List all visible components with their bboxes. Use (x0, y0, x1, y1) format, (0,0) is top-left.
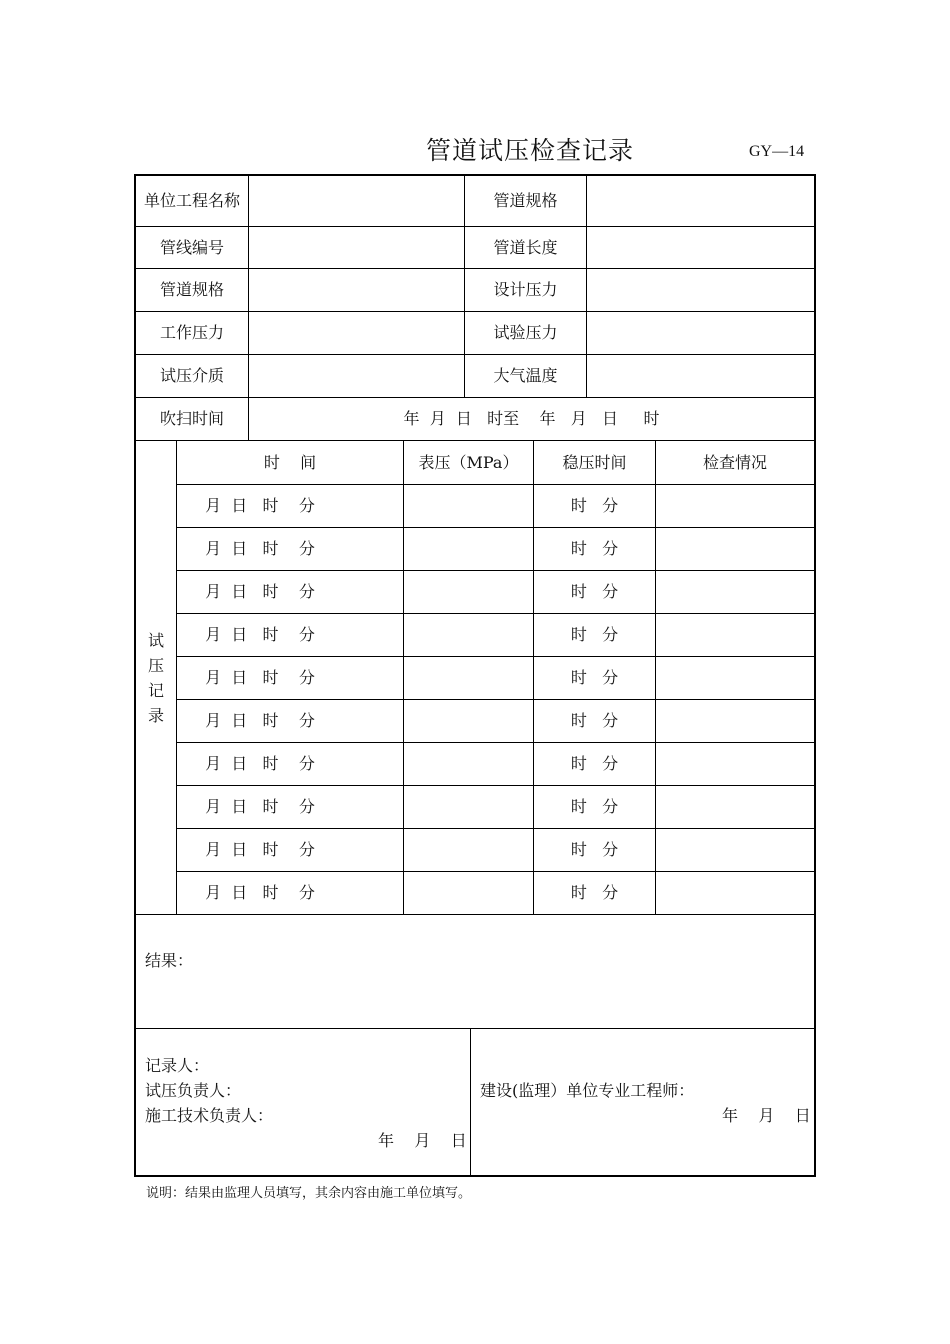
row-time[interactable]: 月 日 时 分 (205, 539, 315, 558)
label-design-pressure: 设计压力 (493, 280, 558, 299)
label-pipe-spec-right: 管道规格 (493, 191, 558, 210)
label-line-no: 管线编号 (159, 237, 224, 257)
row-hold[interactable]: 时 分 (570, 711, 619, 730)
row-time[interactable]: 月 日 时 分 (205, 883, 315, 902)
engineer-label: 建设(监理）单位专业工程师： (480, 1081, 695, 1100)
row-time[interactable]: 月 日 时 分 (205, 754, 315, 773)
table-border-right (814, 174, 816, 1177)
record-side-label (136, 441, 176, 914)
pipe-spec-right-field[interactable] (587, 176, 814, 226)
date-left: 年 月 日 (378, 1131, 467, 1150)
table-border-bottom (135, 1175, 816, 1177)
line-no-field[interactable] (249, 227, 464, 268)
blow-period[interactable]: 年 月 日 时至 年 月 日 时 (403, 409, 660, 428)
row-hold[interactable]: 时 分 (570, 496, 619, 515)
test-lead-label: 试压负责人： (145, 1081, 242, 1100)
hline (135, 914, 816, 915)
hline (135, 1028, 816, 1029)
recorder-label: 记录人： (145, 1056, 210, 1075)
header-hold-time: 稳压时间 (562, 452, 627, 472)
row-hold[interactable]: 时 分 (570, 797, 619, 816)
label-work-pressure: 工作压力 (159, 323, 224, 342)
work-pressure-field[interactable] (249, 312, 464, 354)
row-time[interactable]: 月 日 时 分 (205, 582, 315, 601)
label-pipe-length: 管道长度 (493, 237, 558, 257)
label-blow-time: 吹扫时间 (159, 409, 224, 428)
row-hold[interactable]: 时 分 (570, 582, 619, 601)
label-unit-name: 单位工程名称 (143, 191, 240, 210)
test-pressure-field[interactable] (587, 312, 814, 354)
row-hold[interactable]: 时 分 (570, 754, 619, 773)
row-time[interactable]: 月 日 时 分 (205, 840, 315, 859)
side-char: 录 (147, 705, 164, 725)
vline (655, 440, 656, 915)
label-pipe-spec: 管道规格 (159, 280, 224, 299)
date-right: 年 月 日 (722, 1106, 811, 1125)
footnote: 说明：结果由监理人员填写，其余内容由施工单位填写。 (146, 1186, 472, 1201)
row-hold[interactable]: 时 分 (570, 539, 619, 558)
header-inspection: 检查情况 (702, 452, 767, 472)
header-time: 时 间 (263, 452, 317, 472)
label-medium: 试压介质 (159, 366, 224, 385)
row-hold[interactable]: 时 分 (570, 668, 619, 687)
row-hold[interactable]: 时 分 (570, 625, 619, 644)
row-time[interactable]: 月 日 时 分 (205, 668, 315, 687)
side-char: 试 (147, 630, 164, 650)
row-hold[interactable]: 时 分 (570, 840, 619, 859)
form-code: GY—14 (749, 143, 805, 160)
pipe-spec-field[interactable] (249, 269, 464, 311)
header-gauge-pressure: 表压（MPa） (418, 452, 519, 472)
temperature-field[interactable] (587, 355, 814, 397)
unit-name-field[interactable] (249, 176, 464, 226)
side-char: 压 (147, 655, 164, 675)
tech-lead-label: 施工技术负责人： (145, 1106, 274, 1125)
vline (470, 1028, 471, 1176)
design-pressure-field[interactable] (587, 269, 814, 311)
result-label: 结果： (145, 951, 194, 970)
form-title: 管道试压检查记录 (425, 136, 634, 165)
row-time[interactable]: 月 日 时 分 (205, 797, 315, 816)
row-time[interactable]: 月 日 时 分 (205, 711, 315, 730)
label-temperature: 大气温度 (493, 366, 558, 385)
row-time[interactable]: 月 日 时 分 (205, 496, 315, 515)
vline (403, 440, 404, 915)
row-time[interactable]: 月 日 时 分 (205, 625, 315, 644)
side-char: 记 (147, 680, 164, 700)
row-hold[interactable]: 时 分 (570, 883, 619, 902)
medium-field[interactable] (249, 355, 464, 397)
pipe-length-field[interactable] (587, 227, 814, 268)
label-test-pressure: 试验压力 (493, 323, 558, 342)
